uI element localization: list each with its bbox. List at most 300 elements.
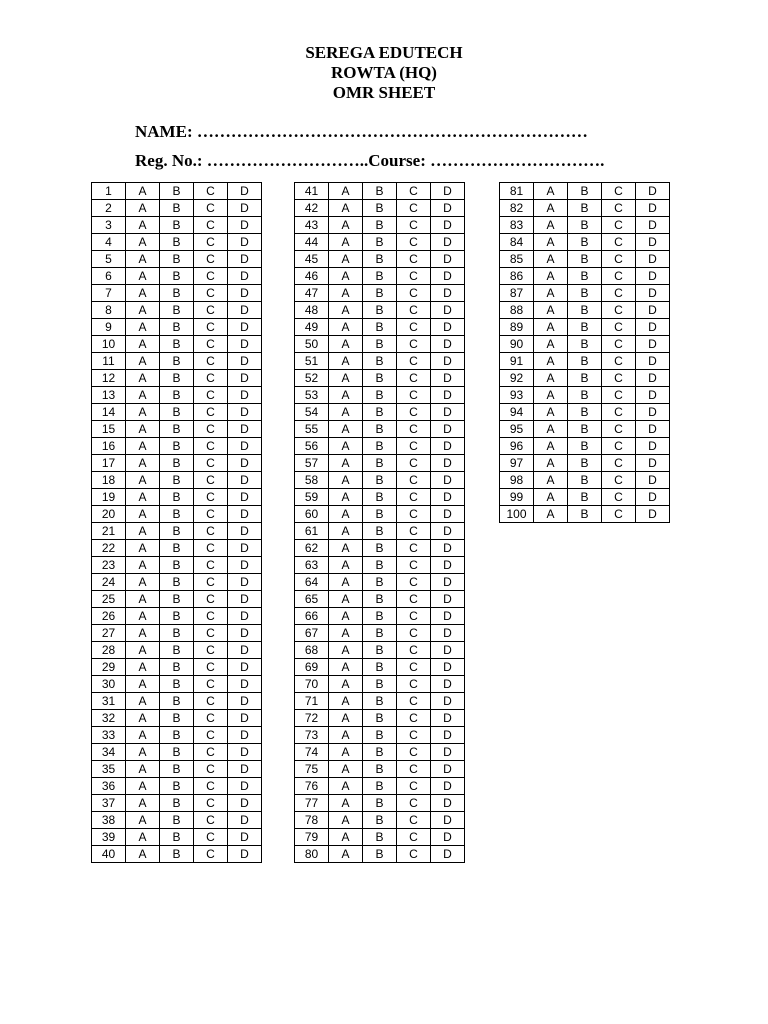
option-bubble-a[interactable]: A [329, 778, 363, 795]
option-bubble-d[interactable]: D [431, 625, 465, 642]
option-bubble-b[interactable]: B [363, 761, 397, 778]
option-bubble-b[interactable]: B [568, 217, 602, 234]
option-bubble-d[interactable]: D [431, 319, 465, 336]
option-bubble-d[interactable]: D [431, 506, 465, 523]
option-bubble-c[interactable]: C [397, 523, 431, 540]
option-bubble-a[interactable]: A [126, 183, 160, 200]
option-bubble-a[interactable]: A [126, 438, 160, 455]
option-bubble-a[interactable]: A [534, 268, 568, 285]
option-bubble-c[interactable]: C [194, 523, 228, 540]
option-bubble-d[interactable]: D [431, 659, 465, 676]
option-bubble-c[interactable]: C [397, 812, 431, 829]
option-bubble-a[interactable]: A [329, 234, 363, 251]
option-bubble-b[interactable]: B [160, 574, 194, 591]
option-bubble-b[interactable]: B [363, 659, 397, 676]
option-bubble-c[interactable]: C [194, 761, 228, 778]
option-bubble-a[interactable]: A [329, 659, 363, 676]
option-bubble-c[interactable]: C [602, 489, 636, 506]
option-bubble-a[interactable]: A [126, 285, 160, 302]
option-bubble-d[interactable]: D [431, 183, 465, 200]
option-bubble-b[interactable]: B [568, 200, 602, 217]
option-bubble-d[interactable]: D [636, 268, 670, 285]
option-bubble-a[interactable]: A [126, 574, 160, 591]
option-bubble-b[interactable]: B [363, 421, 397, 438]
option-bubble-c[interactable]: C [602, 472, 636, 489]
option-bubble-b[interactable]: B [160, 387, 194, 404]
option-bubble-b[interactable]: B [160, 319, 194, 336]
option-bubble-a[interactable]: A [329, 353, 363, 370]
option-bubble-b[interactable]: B [363, 404, 397, 421]
option-bubble-a[interactable]: A [126, 812, 160, 829]
option-bubble-d[interactable]: D [636, 200, 670, 217]
option-bubble-d[interactable]: D [228, 319, 262, 336]
option-bubble-b[interactable]: B [160, 489, 194, 506]
option-bubble-b[interactable]: B [160, 710, 194, 727]
option-bubble-c[interactable]: C [602, 183, 636, 200]
option-bubble-c[interactable]: C [397, 268, 431, 285]
option-bubble-a[interactable]: A [126, 506, 160, 523]
option-bubble-a[interactable]: A [329, 761, 363, 778]
option-bubble-a[interactable]: A [534, 251, 568, 268]
option-bubble-c[interactable]: C [397, 217, 431, 234]
option-bubble-c[interactable]: C [397, 727, 431, 744]
option-bubble-a[interactable]: A [329, 574, 363, 591]
option-bubble-a[interactable]: A [126, 370, 160, 387]
option-bubble-b[interactable]: B [160, 506, 194, 523]
option-bubble-b[interactable]: B [568, 438, 602, 455]
option-bubble-a[interactable]: A [329, 268, 363, 285]
option-bubble-b[interactable]: B [363, 625, 397, 642]
option-bubble-a[interactable]: A [329, 387, 363, 404]
option-bubble-c[interactable]: C [397, 404, 431, 421]
option-bubble-d[interactable]: D [431, 523, 465, 540]
option-bubble-c[interactable]: C [194, 217, 228, 234]
option-bubble-a[interactable]: A [126, 642, 160, 659]
option-bubble-b[interactable]: B [568, 387, 602, 404]
option-bubble-d[interactable]: D [431, 336, 465, 353]
option-bubble-a[interactable]: A [126, 591, 160, 608]
option-bubble-c[interactable]: C [397, 472, 431, 489]
option-bubble-b[interactable]: B [363, 251, 397, 268]
option-bubble-d[interactable]: D [228, 795, 262, 812]
option-bubble-b[interactable]: B [160, 659, 194, 676]
option-bubble-a[interactable]: A [126, 217, 160, 234]
option-bubble-d[interactable]: D [228, 200, 262, 217]
option-bubble-d[interactable]: D [636, 421, 670, 438]
option-bubble-b[interactable]: B [363, 540, 397, 557]
option-bubble-d[interactable]: D [228, 761, 262, 778]
option-bubble-c[interactable]: C [397, 608, 431, 625]
option-bubble-d[interactable]: D [228, 608, 262, 625]
option-bubble-c[interactable]: C [602, 268, 636, 285]
option-bubble-c[interactable]: C [602, 455, 636, 472]
option-bubble-c[interactable]: C [194, 387, 228, 404]
option-bubble-d[interactable]: D [636, 336, 670, 353]
option-bubble-b[interactable]: B [568, 336, 602, 353]
option-bubble-b[interactable]: B [363, 557, 397, 574]
name-field[interactable]: NAME: …………………………………………………………… [135, 122, 588, 141]
option-bubble-a[interactable]: A [126, 744, 160, 761]
option-bubble-c[interactable]: C [194, 183, 228, 200]
option-bubble-d[interactable]: D [636, 472, 670, 489]
option-bubble-d[interactable]: D [431, 642, 465, 659]
option-bubble-d[interactable]: D [636, 489, 670, 506]
option-bubble-d[interactable]: D [431, 251, 465, 268]
option-bubble-c[interactable]: C [397, 829, 431, 846]
option-bubble-b[interactable]: B [363, 710, 397, 727]
option-bubble-c[interactable]: C [602, 506, 636, 523]
option-bubble-b[interactable]: B [363, 472, 397, 489]
option-bubble-c[interactable]: C [397, 200, 431, 217]
option-bubble-b[interactable]: B [160, 268, 194, 285]
option-bubble-d[interactable]: D [431, 693, 465, 710]
option-bubble-c[interactable]: C [194, 795, 228, 812]
option-bubble-d[interactable]: D [431, 489, 465, 506]
option-bubble-c[interactable]: C [397, 676, 431, 693]
option-bubble-b[interactable]: B [363, 744, 397, 761]
option-bubble-b[interactable]: B [568, 455, 602, 472]
option-bubble-b[interactable]: B [160, 438, 194, 455]
option-bubble-c[interactable]: C [194, 200, 228, 217]
option-bubble-d[interactable]: D [431, 591, 465, 608]
option-bubble-a[interactable]: A [126, 421, 160, 438]
option-bubble-d[interactable]: D [431, 438, 465, 455]
option-bubble-a[interactable]: A [329, 183, 363, 200]
option-bubble-a[interactable]: A [534, 200, 568, 217]
option-bubble-c[interactable]: C [397, 795, 431, 812]
option-bubble-c[interactable]: C [397, 574, 431, 591]
option-bubble-c[interactable]: C [194, 319, 228, 336]
option-bubble-b[interactable]: B [363, 693, 397, 710]
option-bubble-a[interactable]: A [534, 285, 568, 302]
option-bubble-d[interactable]: D [431, 370, 465, 387]
option-bubble-d[interactable]: D [228, 778, 262, 795]
option-bubble-c[interactable]: C [194, 591, 228, 608]
option-bubble-c[interactable]: C [602, 387, 636, 404]
option-bubble-c[interactable]: C [194, 472, 228, 489]
option-bubble-d[interactable]: D [228, 336, 262, 353]
option-bubble-d[interactable]: D [636, 506, 670, 523]
option-bubble-a[interactable]: A [329, 523, 363, 540]
option-bubble-a[interactable]: A [329, 336, 363, 353]
option-bubble-b[interactable]: B [363, 812, 397, 829]
option-bubble-a[interactable]: A [534, 438, 568, 455]
option-bubble-d[interactable]: D [636, 251, 670, 268]
option-bubble-d[interactable]: D [431, 761, 465, 778]
option-bubble-a[interactable]: A [126, 302, 160, 319]
option-bubble-c[interactable]: C [602, 319, 636, 336]
option-bubble-d[interactable]: D [228, 642, 262, 659]
option-bubble-b[interactable]: B [363, 353, 397, 370]
option-bubble-b[interactable]: B [568, 319, 602, 336]
option-bubble-c[interactable]: C [602, 217, 636, 234]
option-bubble-d[interactable]: D [228, 217, 262, 234]
option-bubble-c[interactable]: C [602, 285, 636, 302]
option-bubble-c[interactable]: C [194, 489, 228, 506]
option-bubble-c[interactable]: C [194, 727, 228, 744]
option-bubble-d[interactable]: D [228, 302, 262, 319]
option-bubble-a[interactable]: A [534, 183, 568, 200]
option-bubble-d[interactable]: D [228, 523, 262, 540]
option-bubble-b[interactable]: B [160, 846, 194, 863]
option-bubble-c[interactable]: C [602, 200, 636, 217]
option-bubble-b[interactable]: B [363, 200, 397, 217]
option-bubble-d[interactable]: D [228, 251, 262, 268]
option-bubble-b[interactable]: B [363, 574, 397, 591]
option-bubble-b[interactable]: B [160, 642, 194, 659]
option-bubble-c[interactable]: C [397, 336, 431, 353]
option-bubble-b[interactable]: B [568, 353, 602, 370]
option-bubble-d[interactable]: D [228, 455, 262, 472]
option-bubble-a[interactable]: A [329, 676, 363, 693]
option-bubble-d[interactable]: D [228, 812, 262, 829]
option-bubble-c[interactable]: C [397, 710, 431, 727]
option-bubble-d[interactable]: D [228, 659, 262, 676]
option-bubble-b[interactable]: B [363, 489, 397, 506]
option-bubble-b[interactable]: B [363, 217, 397, 234]
option-bubble-d[interactable]: D [228, 353, 262, 370]
option-bubble-c[interactable]: C [397, 642, 431, 659]
option-bubble-a[interactable]: A [126, 200, 160, 217]
option-bubble-d[interactable]: D [431, 455, 465, 472]
option-bubble-b[interactable]: B [568, 404, 602, 421]
option-bubble-d[interactable]: D [228, 676, 262, 693]
option-bubble-b[interactable]: B [568, 285, 602, 302]
option-bubble-b[interactable]: B [363, 523, 397, 540]
option-bubble-a[interactable]: A [329, 217, 363, 234]
option-bubble-d[interactable]: D [228, 234, 262, 251]
option-bubble-a[interactable]: A [126, 319, 160, 336]
option-bubble-a[interactable]: A [534, 234, 568, 251]
option-bubble-c[interactable]: C [194, 744, 228, 761]
option-bubble-b[interactable]: B [160, 234, 194, 251]
option-bubble-a[interactable]: A [329, 608, 363, 625]
option-bubble-a[interactable]: A [329, 829, 363, 846]
option-bubble-a[interactable]: A [126, 625, 160, 642]
option-bubble-c[interactable]: C [397, 625, 431, 642]
option-bubble-d[interactable]: D [228, 268, 262, 285]
option-bubble-c[interactable]: C [397, 744, 431, 761]
option-bubble-b[interactable]: B [160, 591, 194, 608]
option-bubble-b[interactable]: B [160, 744, 194, 761]
option-bubble-d[interactable]: D [431, 268, 465, 285]
option-bubble-b[interactable]: B [363, 591, 397, 608]
option-bubble-c[interactable]: C [397, 370, 431, 387]
option-bubble-d[interactable]: D [431, 744, 465, 761]
option-bubble-b[interactable]: B [363, 234, 397, 251]
option-bubble-b[interactable]: B [363, 455, 397, 472]
option-bubble-b[interactable]: B [363, 285, 397, 302]
option-bubble-d[interactable]: D [431, 778, 465, 795]
option-bubble-d[interactable]: D [636, 387, 670, 404]
option-bubble-a[interactable]: A [126, 557, 160, 574]
option-bubble-a[interactable]: A [534, 302, 568, 319]
option-bubble-d[interactable]: D [636, 319, 670, 336]
option-bubble-c[interactable]: C [397, 285, 431, 302]
option-bubble-a[interactable]: A [329, 370, 363, 387]
option-bubble-a[interactable]: A [329, 455, 363, 472]
option-bubble-b[interactable]: B [160, 183, 194, 200]
option-bubble-a[interactable]: A [126, 234, 160, 251]
option-bubble-a[interactable]: A [126, 353, 160, 370]
option-bubble-a[interactable]: A [329, 727, 363, 744]
option-bubble-a[interactable]: A [534, 455, 568, 472]
option-bubble-c[interactable]: C [602, 438, 636, 455]
option-bubble-b[interactable]: B [363, 183, 397, 200]
option-bubble-c[interactable]: C [194, 557, 228, 574]
option-bubble-b[interactable]: B [363, 829, 397, 846]
option-bubble-a[interactable]: A [534, 370, 568, 387]
option-bubble-c[interactable]: C [397, 251, 431, 268]
option-bubble-b[interactable]: B [568, 302, 602, 319]
option-bubble-d[interactable]: D [431, 387, 465, 404]
option-bubble-b[interactable]: B [568, 506, 602, 523]
option-bubble-c[interactable]: C [397, 659, 431, 676]
option-bubble-a[interactable]: A [126, 404, 160, 421]
option-bubble-c[interactable]: C [397, 846, 431, 863]
option-bubble-d[interactable]: D [228, 625, 262, 642]
option-bubble-d[interactable]: D [636, 183, 670, 200]
option-bubble-d[interactable]: D [636, 234, 670, 251]
option-bubble-a[interactable]: A [329, 693, 363, 710]
option-bubble-a[interactable]: A [329, 795, 363, 812]
option-bubble-b[interactable]: B [363, 727, 397, 744]
option-bubble-c[interactable]: C [602, 336, 636, 353]
option-bubble-a[interactable]: A [534, 506, 568, 523]
option-bubble-a[interactable]: A [126, 455, 160, 472]
option-bubble-c[interactable]: C [397, 421, 431, 438]
option-bubble-b[interactable]: B [363, 370, 397, 387]
option-bubble-c[interactable]: C [194, 353, 228, 370]
option-bubble-b[interactable]: B [363, 608, 397, 625]
option-bubble-c[interactable]: C [194, 268, 228, 285]
option-bubble-b[interactable]: B [160, 421, 194, 438]
option-bubble-a[interactable]: A [126, 268, 160, 285]
option-bubble-d[interactable]: D [431, 234, 465, 251]
option-bubble-c[interactable]: C [397, 540, 431, 557]
option-bubble-a[interactable]: A [534, 387, 568, 404]
option-bubble-a[interactable]: A [329, 302, 363, 319]
option-bubble-a[interactable]: A [329, 710, 363, 727]
option-bubble-c[interactable]: C [397, 693, 431, 710]
option-bubble-b[interactable]: B [160, 608, 194, 625]
option-bubble-c[interactable]: C [194, 455, 228, 472]
option-bubble-d[interactable]: D [228, 693, 262, 710]
option-bubble-d[interactable]: D [431, 302, 465, 319]
option-bubble-d[interactable]: D [431, 200, 465, 217]
option-bubble-c[interactable]: C [397, 353, 431, 370]
option-bubble-c[interactable]: C [194, 251, 228, 268]
option-bubble-a[interactable]: A [329, 642, 363, 659]
option-bubble-a[interactable]: A [329, 540, 363, 557]
option-bubble-c[interactable]: C [602, 404, 636, 421]
option-bubble-b[interactable]: B [568, 421, 602, 438]
option-bubble-b[interactable]: B [160, 353, 194, 370]
option-bubble-a[interactable]: A [126, 659, 160, 676]
option-bubble-b[interactable]: B [160, 251, 194, 268]
option-bubble-c[interactable]: C [194, 676, 228, 693]
option-bubble-c[interactable]: C [194, 574, 228, 591]
option-bubble-c[interactable]: C [194, 506, 228, 523]
option-bubble-a[interactable]: A [329, 472, 363, 489]
option-bubble-c[interactable]: C [397, 761, 431, 778]
option-bubble-b[interactable]: B [160, 727, 194, 744]
option-bubble-b[interactable]: B [160, 455, 194, 472]
option-bubble-d[interactable]: D [228, 727, 262, 744]
option-bubble-d[interactable]: D [636, 217, 670, 234]
option-bubble-b[interactable]: B [160, 336, 194, 353]
option-bubble-a[interactable]: A [534, 319, 568, 336]
option-bubble-d[interactable]: D [228, 489, 262, 506]
option-bubble-d[interactable]: D [228, 557, 262, 574]
option-bubble-c[interactable]: C [194, 812, 228, 829]
option-bubble-d[interactable]: D [431, 353, 465, 370]
option-bubble-c[interactable]: C [397, 387, 431, 404]
option-bubble-b[interactable]: B [160, 625, 194, 642]
option-bubble-a[interactable]: A [126, 778, 160, 795]
option-bubble-d[interactable]: D [228, 472, 262, 489]
option-bubble-d[interactable]: D [431, 829, 465, 846]
option-bubble-a[interactable]: A [126, 676, 160, 693]
option-bubble-a[interactable]: A [126, 608, 160, 625]
option-bubble-c[interactable]: C [194, 370, 228, 387]
option-bubble-c[interactable]: C [397, 319, 431, 336]
option-bubble-b[interactable]: B [568, 234, 602, 251]
option-bubble-a[interactable]: A [126, 489, 160, 506]
option-bubble-a[interactable]: A [534, 404, 568, 421]
option-bubble-b[interactable]: B [160, 693, 194, 710]
option-bubble-c[interactable]: C [194, 421, 228, 438]
option-bubble-b[interactable]: B [363, 387, 397, 404]
option-bubble-b[interactable]: B [568, 472, 602, 489]
option-bubble-a[interactable]: A [534, 472, 568, 489]
option-bubble-c[interactable]: C [194, 710, 228, 727]
option-bubble-d[interactable]: D [431, 472, 465, 489]
option-bubble-c[interactable]: C [194, 778, 228, 795]
option-bubble-b[interactable]: B [160, 523, 194, 540]
option-bubble-b[interactable]: B [160, 795, 194, 812]
option-bubble-d[interactable]: D [228, 710, 262, 727]
option-bubble-c[interactable]: C [397, 489, 431, 506]
option-bubble-b[interactable]: B [363, 268, 397, 285]
option-bubble-c[interactable]: C [194, 693, 228, 710]
option-bubble-d[interactable]: D [228, 574, 262, 591]
option-bubble-a[interactable]: A [126, 472, 160, 489]
option-bubble-c[interactable]: C [397, 183, 431, 200]
option-bubble-d[interactable]: D [228, 744, 262, 761]
option-bubble-d[interactable]: D [431, 846, 465, 863]
option-bubble-a[interactable]: A [126, 693, 160, 710]
option-bubble-d[interactable]: D [228, 591, 262, 608]
option-bubble-b[interactable]: B [363, 302, 397, 319]
option-bubble-c[interactable]: C [397, 455, 431, 472]
option-bubble-a[interactable]: A [329, 438, 363, 455]
option-bubble-a[interactable]: A [126, 710, 160, 727]
option-bubble-a[interactable]: A [329, 744, 363, 761]
option-bubble-c[interactable]: C [194, 659, 228, 676]
option-bubble-d[interactable]: D [228, 506, 262, 523]
option-bubble-b[interactable]: B [363, 438, 397, 455]
option-bubble-c[interactable]: C [194, 829, 228, 846]
option-bubble-c[interactable]: C [397, 506, 431, 523]
option-bubble-a[interactable]: A [126, 761, 160, 778]
option-bubble-a[interactable]: A [126, 523, 160, 540]
option-bubble-c[interactable]: C [194, 285, 228, 302]
option-bubble-c[interactable]: C [397, 557, 431, 574]
option-bubble-a[interactable]: A [534, 353, 568, 370]
option-bubble-a[interactable]: A [329, 846, 363, 863]
option-bubble-b[interactable]: B [363, 778, 397, 795]
